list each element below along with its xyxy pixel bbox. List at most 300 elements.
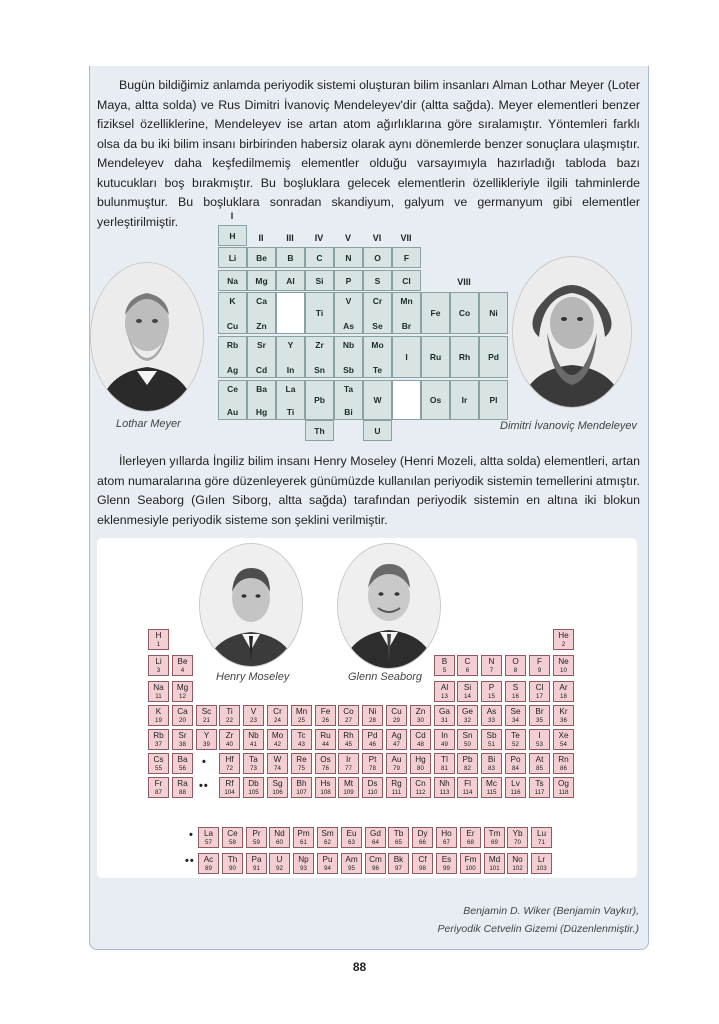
element-number: 26: [322, 717, 329, 724]
element-symbol: Hf: [225, 755, 234, 764]
mendeleyev-element-symbol: K: [229, 296, 236, 306]
element-cell: [529, 729, 550, 750]
mendeleyev-element-symbol: Si: [315, 275, 324, 286]
mendeleyev-cell: [218, 247, 247, 268]
element-number: 101: [489, 865, 500, 872]
element-symbol: V: [250, 707, 257, 716]
element-symbol: Mo: [271, 731, 284, 740]
element-cell: [198, 827, 219, 848]
element-number: 106: [272, 789, 283, 796]
mendeleyev-cell: [218, 270, 247, 291]
element-cell: [460, 827, 481, 848]
element-symbol: Pu: [322, 855, 333, 864]
element-number: 36: [560, 717, 567, 724]
element-number: 105: [248, 789, 259, 796]
element-symbol: Zn: [415, 707, 426, 716]
element-symbol: Ti: [226, 707, 233, 716]
element-number: 40: [226, 741, 233, 748]
element-number: 58: [229, 839, 236, 846]
mendeleyev-element-symbol: Fe: [430, 308, 441, 318]
element-number: 82: [464, 765, 471, 772]
element-symbol: Re: [296, 755, 307, 764]
mendeleyev-cell: [392, 292, 421, 334]
element-number: 55: [155, 765, 162, 772]
element-symbol: In: [441, 731, 448, 740]
element-symbol: Nd: [274, 829, 285, 838]
element-symbol: Sg: [272, 779, 283, 788]
element-cell: [529, 705, 550, 726]
series-marker: ••: [185, 855, 195, 867]
mendeleyev-group-header: VI: [372, 233, 382, 243]
mendeleyev-element-symbol: La: [285, 384, 296, 394]
element-number: 13: [441, 693, 448, 700]
element-number: 18: [560, 693, 567, 700]
mendeleyev-cell: [334, 247, 363, 268]
element-symbol: Si: [463, 683, 472, 692]
mendeleyev-cell: [247, 247, 276, 268]
mendeleyev-element-symbol: Co: [458, 308, 471, 318]
element-symbol: Pd: [367, 731, 378, 740]
mendeleyev-cell: [479, 336, 508, 378]
element-number: 64: [372, 839, 379, 846]
element-cell: [148, 681, 169, 702]
element-cell: [172, 681, 193, 702]
element-number: 69: [491, 839, 498, 846]
mendeleyev-element-symbol: Zr: [315, 340, 324, 350]
element-cell: [243, 729, 264, 750]
mendeleyev-cell: [305, 380, 334, 420]
element-cell: [293, 827, 314, 848]
element-symbol: Cn: [415, 779, 426, 788]
element-symbol: Ar: [559, 683, 568, 692]
mendeleyev-group-header: III: [286, 233, 294, 243]
element-symbol: Fr: [154, 779, 163, 788]
mendeleyev-cell: [363, 247, 392, 268]
element-symbol: Bi: [487, 755, 496, 764]
element-cell: [410, 777, 431, 798]
element-symbol: As: [486, 707, 497, 716]
element-symbol: Pa: [251, 855, 262, 864]
mendeleyev-cell: [450, 380, 479, 420]
element-cell: [553, 629, 574, 650]
page-number: 88: [352, 960, 367, 974]
element-symbol: Md: [488, 855, 501, 864]
element-symbol: S: [512, 683, 519, 692]
element-number: 19: [155, 717, 162, 724]
element-cell: [529, 681, 550, 702]
mendeleyev-element-symbol: C: [316, 252, 323, 263]
element-number: 24: [274, 717, 281, 724]
element-symbol: Bh: [296, 779, 307, 788]
element-cell: [484, 853, 505, 874]
element-symbol: Db: [248, 779, 259, 788]
element-cell: [460, 853, 481, 874]
mendeleyev-element-symbol: Cl: [402, 275, 411, 286]
element-cell: [529, 655, 550, 676]
element-number: 45: [345, 741, 352, 748]
mendeleyev-element-symbol: Be: [256, 252, 267, 263]
element-cell: [172, 655, 193, 676]
mendeleyev-element-symbol: In: [286, 365, 295, 375]
element-symbol: Cf: [418, 855, 427, 864]
mendeleyev-element-symbol: N: [345, 252, 352, 263]
element-symbol: Nb: [248, 731, 259, 740]
element-number: 47: [393, 741, 400, 748]
element-cell: [267, 705, 288, 726]
element-cell: [243, 753, 264, 774]
mendeleyev-element-symbol: Cu: [226, 321, 239, 331]
element-cell: [315, 729, 336, 750]
element-number: 57: [205, 839, 212, 846]
element-symbol: Pt: [368, 755, 377, 764]
element-symbol: Ac: [203, 855, 214, 864]
element-cell: [457, 655, 478, 676]
element-symbol: Am: [345, 855, 358, 864]
element-number: 95: [348, 865, 355, 872]
element-symbol: Te: [511, 731, 520, 740]
element-symbol: Cl: [535, 683, 544, 692]
mendeleyev-element-symbol: Rh: [458, 352, 471, 362]
element-symbol: Cd: [415, 731, 426, 740]
element-symbol: Ge: [462, 707, 473, 716]
mendeleyev-cell: [334, 380, 363, 420]
element-number: 117: [534, 789, 545, 796]
element-number: 108: [320, 789, 331, 796]
element-number: 100: [465, 865, 476, 872]
element-number: 59: [253, 839, 260, 846]
element-symbol: Hg: [415, 755, 426, 764]
element-number: 6: [465, 667, 470, 674]
element-number: 9: [537, 667, 542, 674]
element-symbol: Rf: [225, 779, 234, 788]
mendeleyev-cell: [479, 380, 508, 420]
element-symbol: Nh: [439, 779, 450, 788]
mendeleyev-element-symbol: Li: [228, 252, 237, 263]
element-number: 98: [419, 865, 426, 872]
mendeleyev-element-symbol: U: [374, 425, 381, 436]
mendeleyev-element-symbol: Pd: [488, 352, 499, 362]
element-number: 74: [274, 765, 281, 772]
element-cell: [291, 777, 312, 798]
caption-mendeleyev: Dimitri İvanoviç Mendeleyev: [500, 420, 637, 432]
element-symbol: Tc: [297, 731, 306, 740]
element-symbol: Np: [298, 855, 309, 864]
mendeleyev-cell: [363, 420, 392, 441]
element-cell: [246, 827, 267, 848]
element-symbol: Ir: [345, 755, 351, 764]
element-cell: [338, 729, 359, 750]
element-number: 87: [155, 789, 162, 796]
element-symbol: I: [538, 731, 541, 740]
element-number: 16: [512, 693, 519, 700]
mendeleyev-cell: [218, 225, 247, 246]
element-symbol: Er: [466, 829, 475, 838]
element-cell: [293, 853, 314, 874]
element-number: 114: [462, 789, 473, 796]
element-number: 11: [155, 693, 162, 700]
element-symbol: Po: [510, 755, 521, 764]
mendeleyev-cell: [276, 380, 305, 420]
element-cell: [434, 655, 455, 676]
element-symbol: B: [441, 657, 448, 666]
element-cell: [388, 827, 409, 848]
element-cell: [362, 705, 383, 726]
mendeleyev-element-symbol: Mo: [371, 340, 384, 350]
element-number: 73: [250, 765, 257, 772]
element-symbol: K: [155, 707, 162, 716]
mendeleyev-empty-cell: [392, 380, 421, 420]
element-symbol: F: [536, 657, 542, 666]
element-symbol: La: [203, 829, 214, 838]
element-number: 110: [367, 789, 378, 796]
element-cell: [338, 705, 359, 726]
element-number: 83: [488, 765, 495, 772]
mendeleyev-cell: [334, 292, 363, 334]
element-number: 25: [298, 717, 305, 724]
mendeleyev-element-symbol: Ti: [315, 308, 324, 318]
element-cell: [388, 853, 409, 874]
element-symbol: Ho: [441, 829, 452, 838]
element-cell: [531, 853, 552, 874]
element-symbol: Hs: [320, 779, 331, 788]
element-cell: [410, 705, 431, 726]
element-cell: [410, 729, 431, 750]
element-cell: [434, 681, 455, 702]
element-number: 53: [536, 741, 543, 748]
element-cell: [341, 853, 362, 874]
element-cell: [148, 729, 169, 750]
element-number: 79: [393, 765, 400, 772]
element-cell: [198, 853, 219, 874]
element-symbol: Au: [391, 755, 402, 764]
element-symbol: He: [558, 631, 569, 640]
element-symbol: Cr: [273, 707, 282, 716]
element-number: 72: [226, 765, 233, 772]
mendeleyev-element-symbol: Ti: [286, 407, 295, 417]
mendeleyev-element-symbol: Ir: [461, 395, 468, 405]
element-symbol: Sn: [462, 731, 473, 740]
element-number: 27: [345, 717, 352, 724]
element-cell: [481, 753, 502, 774]
element-number: 20: [179, 717, 186, 724]
element-number: 44: [322, 741, 329, 748]
mendeleyev-cell: [218, 292, 247, 334]
mendeleyev-group-header: VII: [400, 233, 412, 243]
element-symbol: Es: [441, 855, 452, 864]
element-symbol: Tb: [393, 829, 404, 838]
element-symbol: Ce: [227, 829, 238, 838]
series-marker: •: [202, 756, 207, 768]
series-marker: •: [189, 829, 194, 841]
mendeleyev-element-symbol: Au: [226, 407, 239, 417]
mendeleyev-element-symbol: V: [345, 296, 352, 306]
element-symbol: Ne: [558, 657, 569, 666]
element-symbol: Th: [227, 855, 238, 864]
lothar-meyer-portrait: [90, 262, 204, 412]
element-cell: [481, 655, 502, 676]
element-number: 4: [180, 667, 185, 674]
element-symbol: Rh: [343, 731, 354, 740]
element-cell: [219, 777, 240, 798]
element-cell: [553, 705, 574, 726]
element-cell: [317, 827, 338, 848]
element-symbol: Pm: [297, 829, 310, 838]
element-number: 10: [560, 667, 567, 674]
element-number: 103: [536, 865, 547, 872]
element-symbol: Rg: [391, 779, 402, 788]
element-cell: [412, 827, 433, 848]
mendeleyev-cell: [363, 292, 392, 334]
mendeleyev-group-header: V: [344, 233, 351, 243]
mendeleyev-portrait: [512, 256, 632, 408]
glenn-seaborg-portrait: [337, 543, 441, 669]
mendeleyev-element-symbol: Rb: [226, 340, 239, 350]
element-number: 75: [298, 765, 305, 772]
mendeleyev-element-symbol: I: [405, 352, 408, 362]
element-cell: [196, 705, 217, 726]
element-symbol: N: [488, 657, 495, 666]
element-number: 66: [419, 839, 426, 846]
element-symbol: Fe: [320, 707, 331, 716]
element-cell: [315, 705, 336, 726]
element-cell: [267, 729, 288, 750]
element-cell: [148, 705, 169, 726]
element-symbol: Al: [440, 683, 449, 692]
element-symbol: Ra: [177, 779, 188, 788]
element-number: 65: [395, 839, 402, 846]
element-symbol: Lr: [537, 855, 546, 864]
element-cell: [484, 827, 505, 848]
mendeleyev-element-symbol: Mn: [400, 296, 413, 306]
mendeleyev-cell: [334, 336, 363, 378]
element-cell: [386, 729, 407, 750]
mendeleyev-cell: [392, 247, 421, 268]
element-cell: [315, 753, 336, 774]
mendeleyev-element-symbol: Pb: [314, 395, 325, 405]
element-cell: [222, 853, 243, 874]
element-cell: [291, 753, 312, 774]
mendeleyev-element-symbol: Ru: [429, 352, 442, 362]
element-number: 92: [276, 865, 283, 872]
mendeleyev-cell: [305, 420, 334, 441]
element-symbol: Cs: [153, 755, 164, 764]
element-symbol: Li: [155, 657, 162, 666]
element-cell: [222, 827, 243, 848]
element-cell: [341, 827, 362, 848]
mendeleyev-cell: [479, 292, 508, 334]
element-symbol: P: [488, 683, 495, 692]
element-number: 51: [488, 741, 495, 748]
element-number: 3: [156, 667, 161, 674]
mendeleyev-element-symbol: Br: [401, 321, 412, 331]
element-cell: [434, 729, 455, 750]
element-number: 93: [300, 865, 307, 872]
element-cell: [386, 777, 407, 798]
mendeleyev-cell: [247, 270, 276, 291]
element-cell: [505, 729, 526, 750]
element-number: 80: [417, 765, 424, 772]
mendeleyev-group-header: I: [230, 211, 234, 221]
mendeleyev-element-symbol: Bi: [344, 407, 353, 417]
element-symbol: Y: [203, 731, 210, 740]
element-number: 67: [443, 839, 450, 846]
element-cell: [553, 681, 574, 702]
element-symbol: Mc: [486, 779, 497, 788]
element-number: 43: [298, 741, 305, 748]
element-number: 30: [417, 717, 424, 724]
element-number: 48: [417, 741, 424, 748]
mendeleyev-cell: [218, 380, 247, 420]
element-number: 85: [536, 765, 543, 772]
source-line-1: Benjamin D. Wiker (Benjamin Vaykır),: [463, 905, 639, 917]
element-cell: [507, 827, 528, 848]
element-symbol: No: [512, 855, 523, 864]
element-number: 15: [488, 693, 495, 700]
caption-lothar-meyer: Lothar Meyer: [116, 418, 181, 430]
element-symbol: H: [155, 631, 162, 640]
mendeleyev-element-symbol: Ag: [226, 365, 239, 375]
element-cell: [436, 827, 457, 848]
mendeleyev-element-symbol: Mg: [255, 275, 268, 286]
element-cell: [553, 655, 574, 676]
intro-paragraph: Bugün bildiğimiz anlamda periyodik sistemi oluşturan bilim insanları Alman Lothar Meyer (Loter Maya, altta solda) ve Rus Dimitri İvanoviç Mendeleyev'dir (altta sağda). Meyer elementleri benzer fiziksel özelliklerine, Mendeleyev ise artan atom ağırlıklarına göre sıralamıştır. Yöntemleri farklı olsa da bu iki bilim insanı birbirinden habersiz olarak aynı dönemlerde benzer sonuçlara ulaşmıştır. Mendeleyev daha keşfedilmemiş elementler olduğu varsayımıyla hazırladığı tabloda bazı kutucukları boş bırakmıştır. Bu boşluklara gelecek elementlerin özellikleriyle ilgili tahminlerde bulunmuştur. Bu boşluklara sonradan skandiyum, galyum ve germanyum gibi elementler yerleştirilmiştir.: [97, 78, 640, 229]
element-cell: [507, 853, 528, 874]
element-number: 52: [512, 741, 519, 748]
mendeleyev-group-header: II: [258, 233, 264, 243]
element-symbol: Xe: [558, 731, 569, 740]
mendeleyev-cell: [421, 336, 450, 378]
element-symbol: Ts: [535, 779, 544, 788]
element-symbol: Os: [320, 755, 331, 764]
element-symbol: Cm: [369, 855, 382, 864]
element-cell: [267, 753, 288, 774]
element-number: 39: [203, 741, 210, 748]
element-symbol: Lv: [511, 779, 520, 788]
mendeleyev-element-symbol: F: [403, 252, 410, 263]
mendeleyev-element-symbol: Ni: [489, 308, 498, 318]
mendeleyev-empty-cell: [276, 292, 305, 334]
element-symbol: Og: [558, 779, 569, 788]
element-cell: [219, 753, 240, 774]
element-number: 112: [415, 789, 426, 796]
element-symbol: Ga: [439, 707, 450, 716]
element-number: 102: [512, 865, 523, 872]
element-number: 88: [179, 789, 186, 796]
element-number: 89: [205, 865, 212, 872]
element-number: 21: [203, 717, 210, 724]
mendeleyev-element-symbol: Ta: [343, 384, 354, 394]
element-number: 32: [464, 717, 471, 724]
mendeleyev-element-symbol: Sb: [343, 365, 354, 375]
element-cell: [386, 753, 407, 774]
mendeleyev-cell: [363, 336, 392, 378]
element-symbol: Sc: [201, 707, 212, 716]
element-cell: [457, 729, 478, 750]
element-number: 115: [486, 789, 497, 796]
element-symbol: At: [535, 755, 544, 764]
element-number: 12: [179, 693, 186, 700]
element-cell: [481, 681, 502, 702]
mendeleyev-cell: [247, 380, 276, 420]
element-symbol: Co: [343, 707, 354, 716]
mendeleyev-element-symbol: Os: [429, 395, 442, 405]
second-paragraph: İlerleyen yıllarda İngiliz bilim insanı Henry Moseley (Henri Mozeli, altta solda) elementleri, artan atom numaralarına göre düzenleyerek günümüzde kullanılan periyodik sistemin temellerini atmıştır. Glenn Seaborg (Gılen Siborg, altta sağda) tarafından periyodik sistemin en altına iki blokun eklenmesiyle periyodik sisteme son şeklini verilmiştir.: [97, 454, 640, 527]
element-symbol: Pb: [462, 755, 473, 764]
element-cell: [243, 777, 264, 798]
element-cell: [196, 729, 217, 750]
element-symbol: W: [273, 755, 282, 764]
element-number: 86: [560, 765, 567, 772]
